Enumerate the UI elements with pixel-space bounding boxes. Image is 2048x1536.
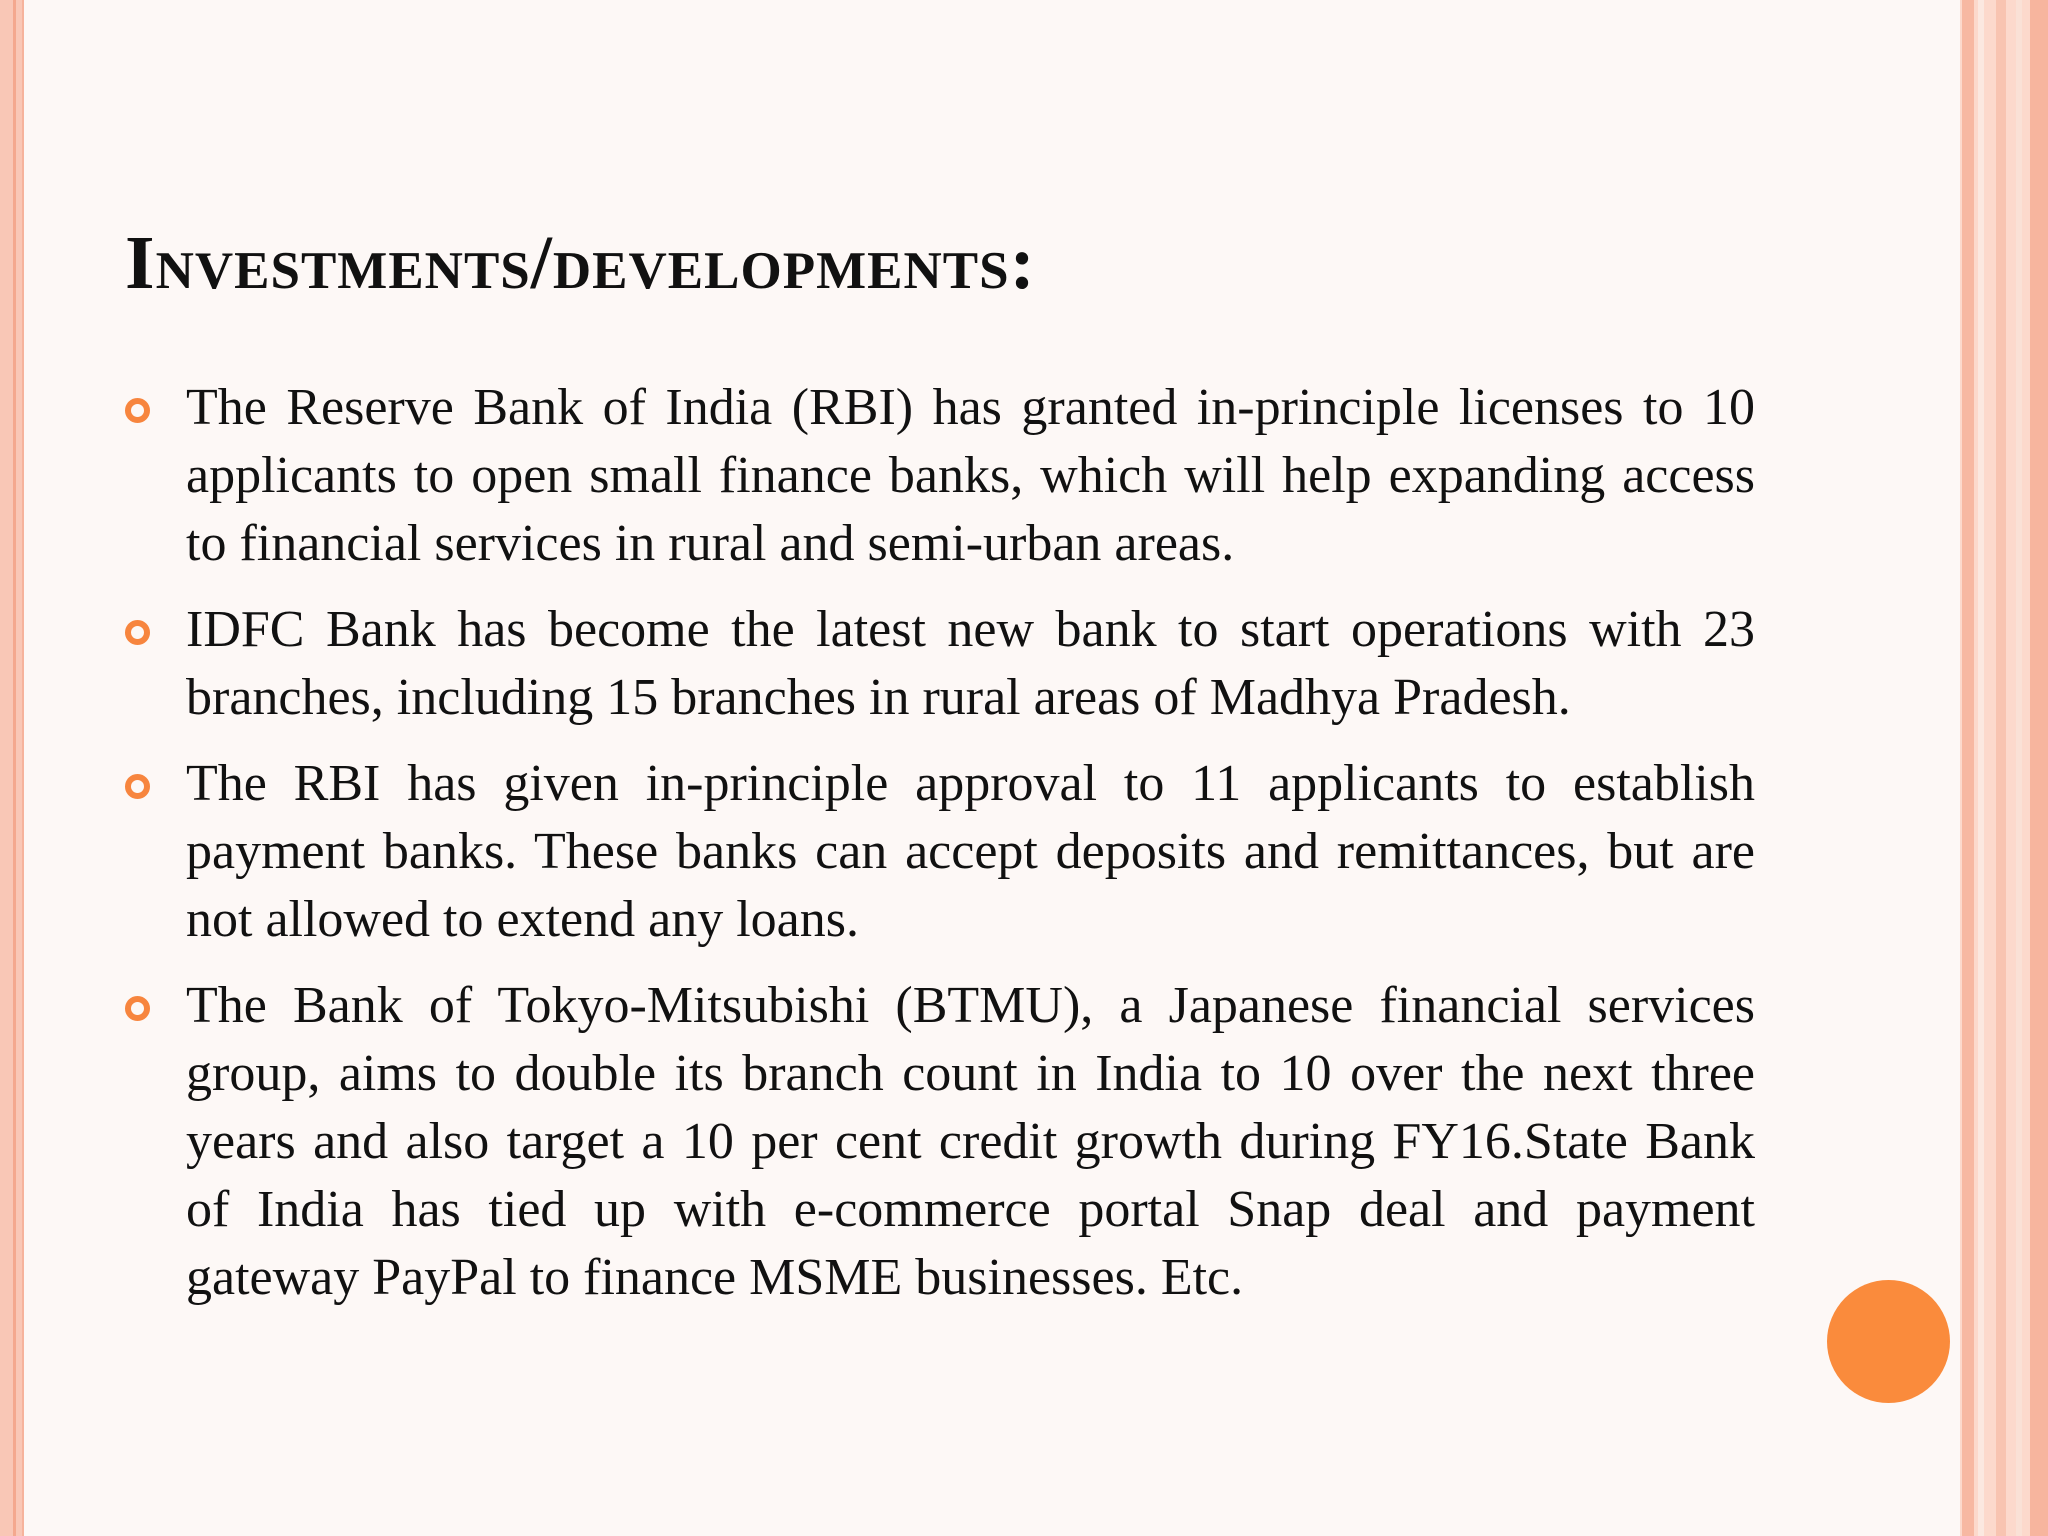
bullet-text: The Bank of Tokyo-Mitsubishi (BTMU), a Japanese financial services group, aims to double its branch count in India to 10 over the next three years and also target a 10 per cent credit growth during FY16.State Bank of India has tied up with e-commerce portal Snap deal and payment gateway PayPal to finance MSME businesses. Etc.	[186, 977, 1755, 1306]
left-inner-line	[13, 0, 16, 1536]
right-decorative-stripe-5	[2030, 0, 2048, 1536]
bullet-text: The Reserve Bank of India (RBI) has granted in-principle licenses to 10 applicants to open small finance banks, which will help expanding access to financial services in rural and semi-urban areas.	[186, 379, 1755, 572]
hollow-circle-bullet-icon	[125, 398, 150, 423]
bullet-item-idfc-bank	[125, 596, 1755, 732]
right-decorative-stripe-3	[1996, 0, 2006, 1536]
bullet-item-btmu-sbi	[125, 972, 1755, 1312]
bullet-text: IDFC Bank has become the latest new bank to start operations with 23 branches, including 15 branches in rural areas of Madhya Pradesh.	[186, 601, 1755, 726]
bullet-item-payment-banks	[125, 750, 1755, 954]
hollow-circle-bullet-icon	[125, 620, 150, 645]
right-decorative-stripe-1	[1962, 0, 1974, 1536]
right-decorative-stripe-4	[2016, 0, 2022, 1536]
bullet-text: The RBI has given in-principle approval to 11 applicants to establish payment banks. These banks can accept deposits and remittances, but are not allowed to extend any loans.	[186, 755, 1755, 948]
slide-content	[125, 0, 1755, 1536]
right-decorative-stripe-2	[1978, 0, 1984, 1536]
left-decorative-stripe	[0, 0, 24, 1536]
hollow-circle-bullet-icon	[125, 774, 150, 799]
hollow-circle-bullet-icon	[125, 996, 150, 1021]
slide-title: Investments/developments:	[125, 221, 1036, 305]
bullet-list	[125, 374, 1755, 1330]
bullet-item-rbi-small-finance-banks	[125, 374, 1755, 578]
orange-circle-decoration	[1827, 1280, 1950, 1403]
